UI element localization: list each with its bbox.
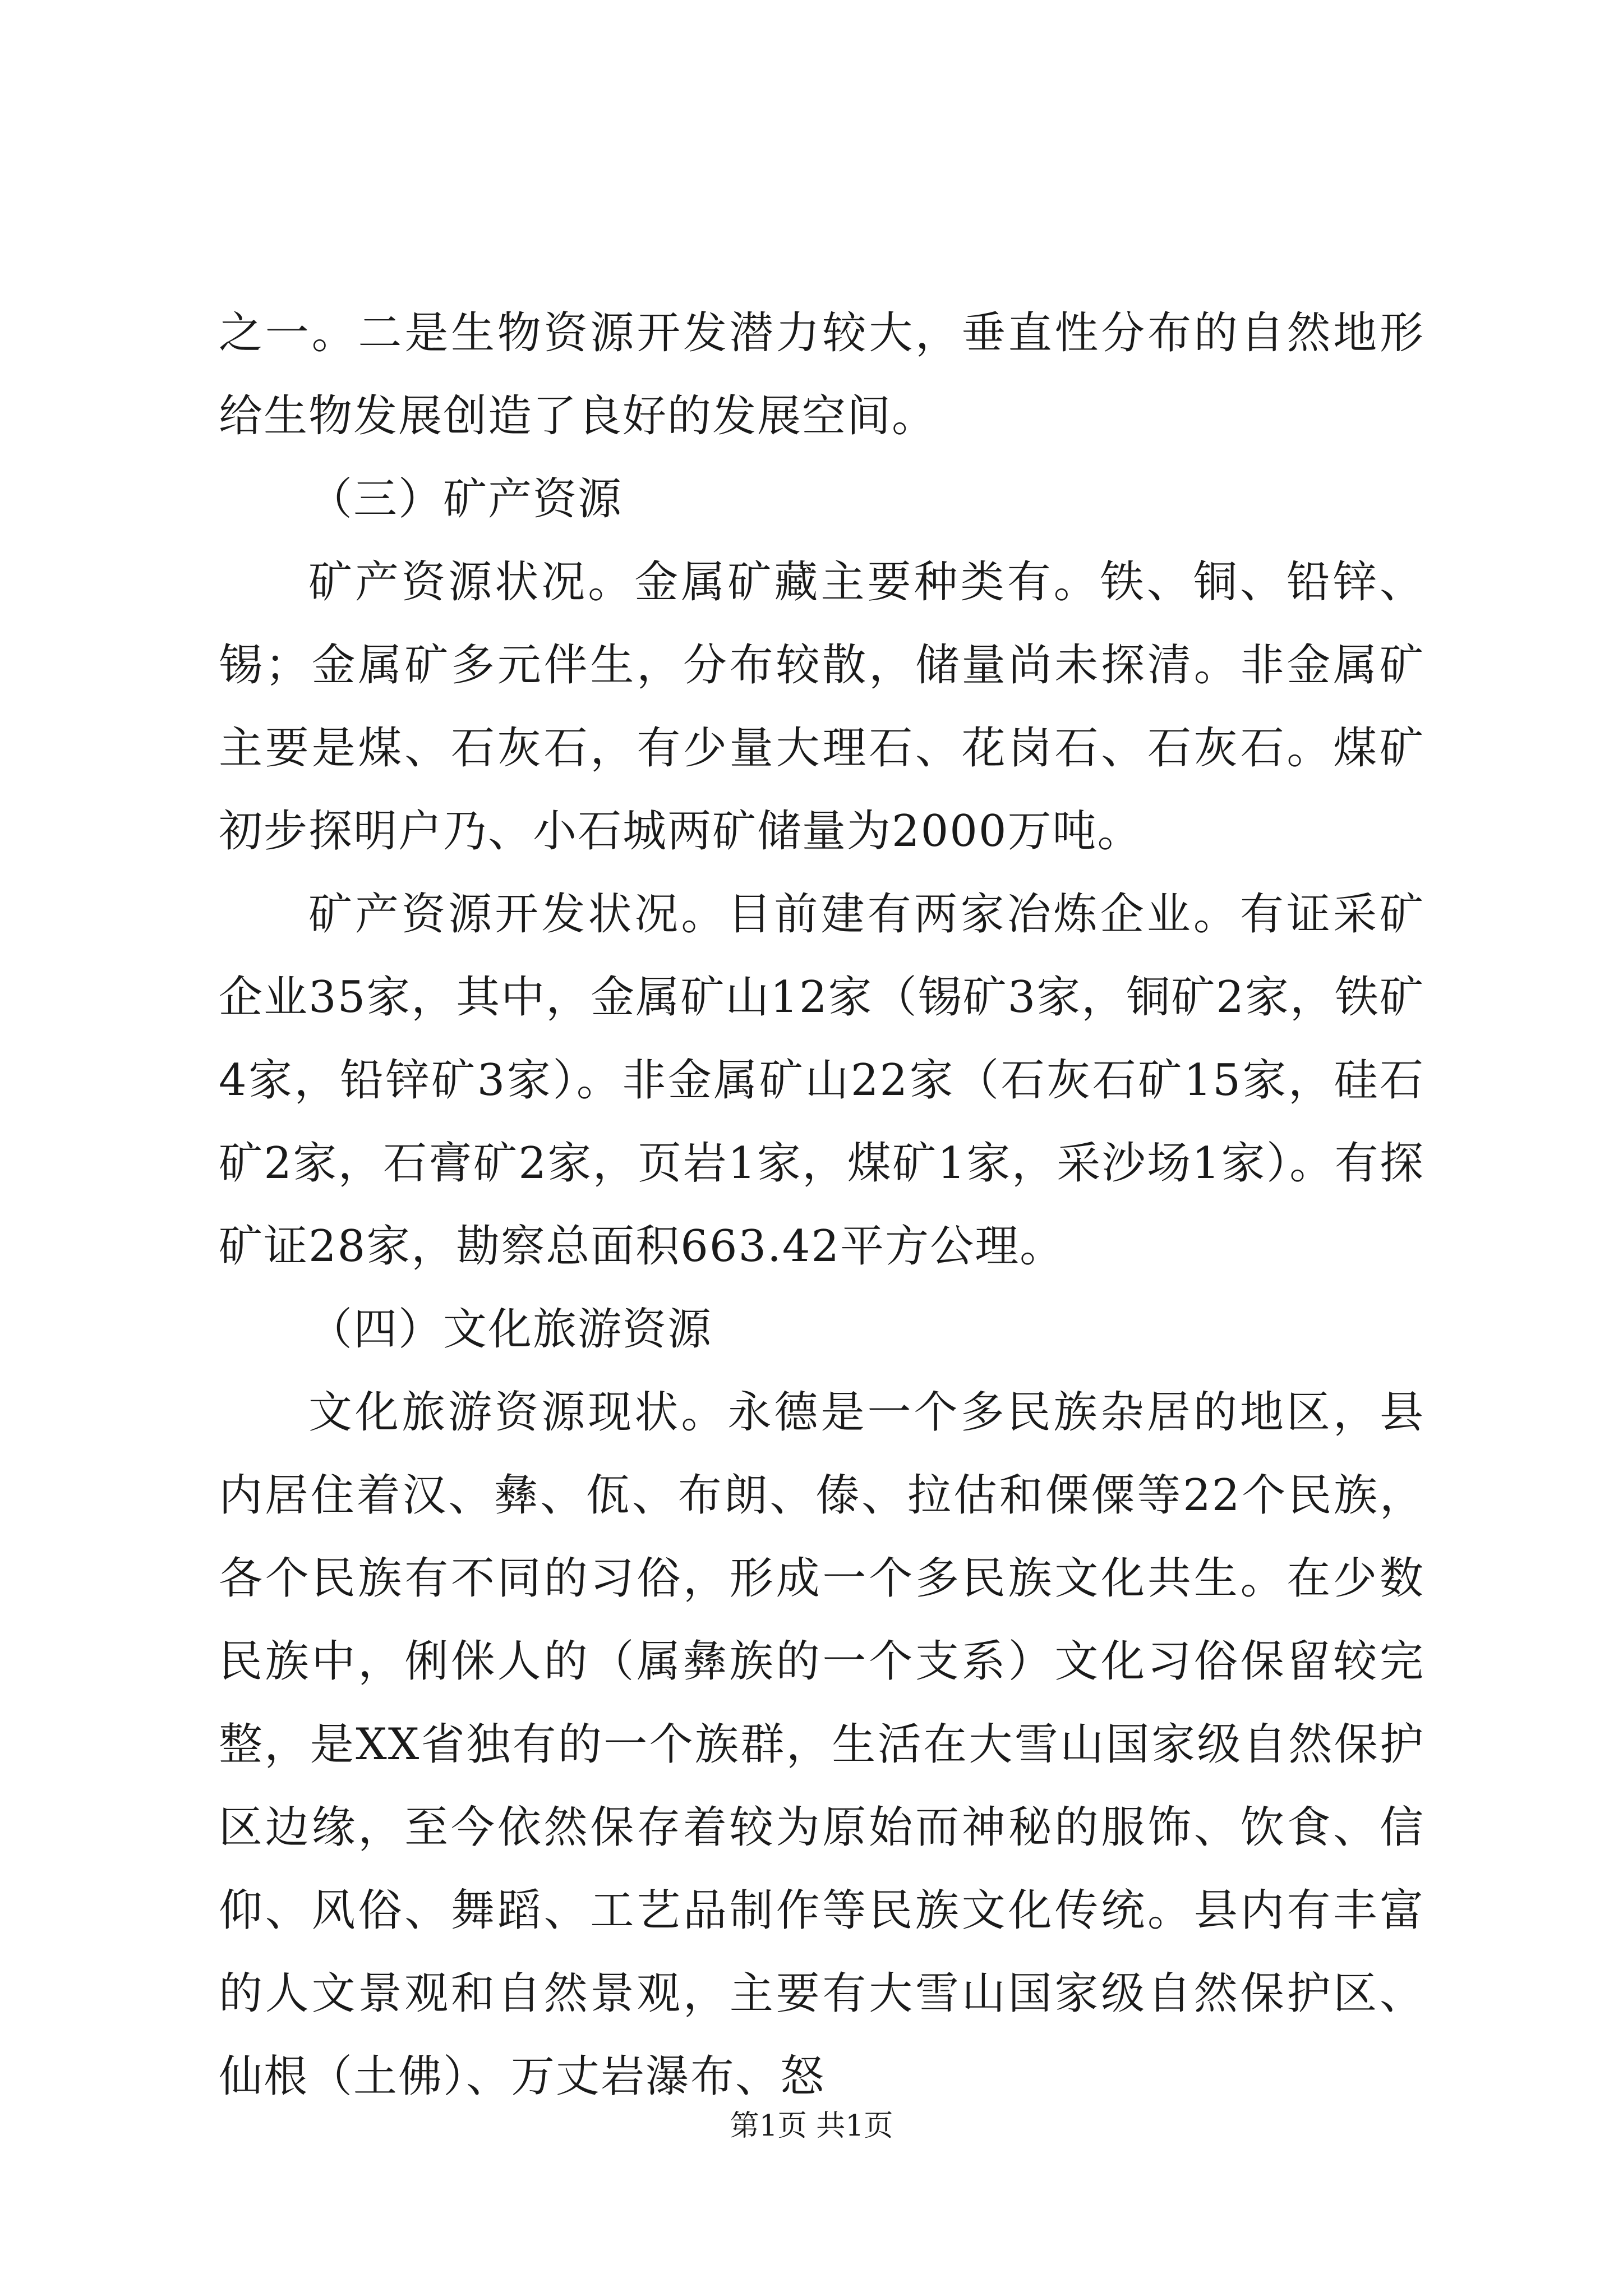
paragraph-culture-tourism-status: 文化旅游资源现状。永德是一个多民族杂居的地区，县内居住着汉、彝、佤、布朗、傣、拉估和傈僳等22个民族，各个民族有不同的习俗，形成一个多民族文化共生。在少数民族中，俐侎人的（属彝族的一个支系）文化习俗保留较完整，是XX省独有的一个族群，生活在大雪山国家级自然保护区边缘，至今依然保存着较为原始而神秘的服饰、饮食、信仰、风俗、舞蹈、工艺品制作等民族文化传统。县内有丰富的人文景观和自然景观，主要有大雪山国家级自然保护区、仙根（土佛）、万丈岩瀑布、怒	[219, 1387, 1424, 2102]
section-heading-mineral: （三）矿产资源	[308, 474, 623, 524]
page-number-label: 第1页 共1页	[730, 2109, 893, 2143]
section-heading-culture-tourism: （四）文化旅游资源	[308, 1304, 713, 1355]
document-body	[219, 292, 1424, 2118]
paragraph-intro: 之一。二是生物资源开发潜力较大，垂直性分布的自然地形给生物发展创造了良好的发展空间。	[219, 308, 1424, 441]
page-footer	[0, 2106, 1623, 2146]
paragraph-mineral-status: 矿产资源状况。金属矿藏主要种类有。铁、铜、铅锌、锡；金属矿多元伴生，分布较散，储量尚未探清。非金属矿主要是煤、石灰石，有少量大理石、花岗石、石灰石。煤矿初步探明户乃、小石城两矿储量为2000万吨。	[219, 557, 1424, 857]
paragraph-mineral-development: 矿产资源开发状况。目前建有两家冶炼企业。有证采矿企业35家，其中，金属矿山12家（锡矿3家，铜矿2家，铁矿4家，铅锌矿3家）。非金属矿山22家（石灰石矿15家，硅石矿2家，石膏矿2家，页岩1家，煤矿1家，采沙场1家）。有探矿证28家，勘察总面积663.42平方公理。	[219, 889, 1424, 1272]
